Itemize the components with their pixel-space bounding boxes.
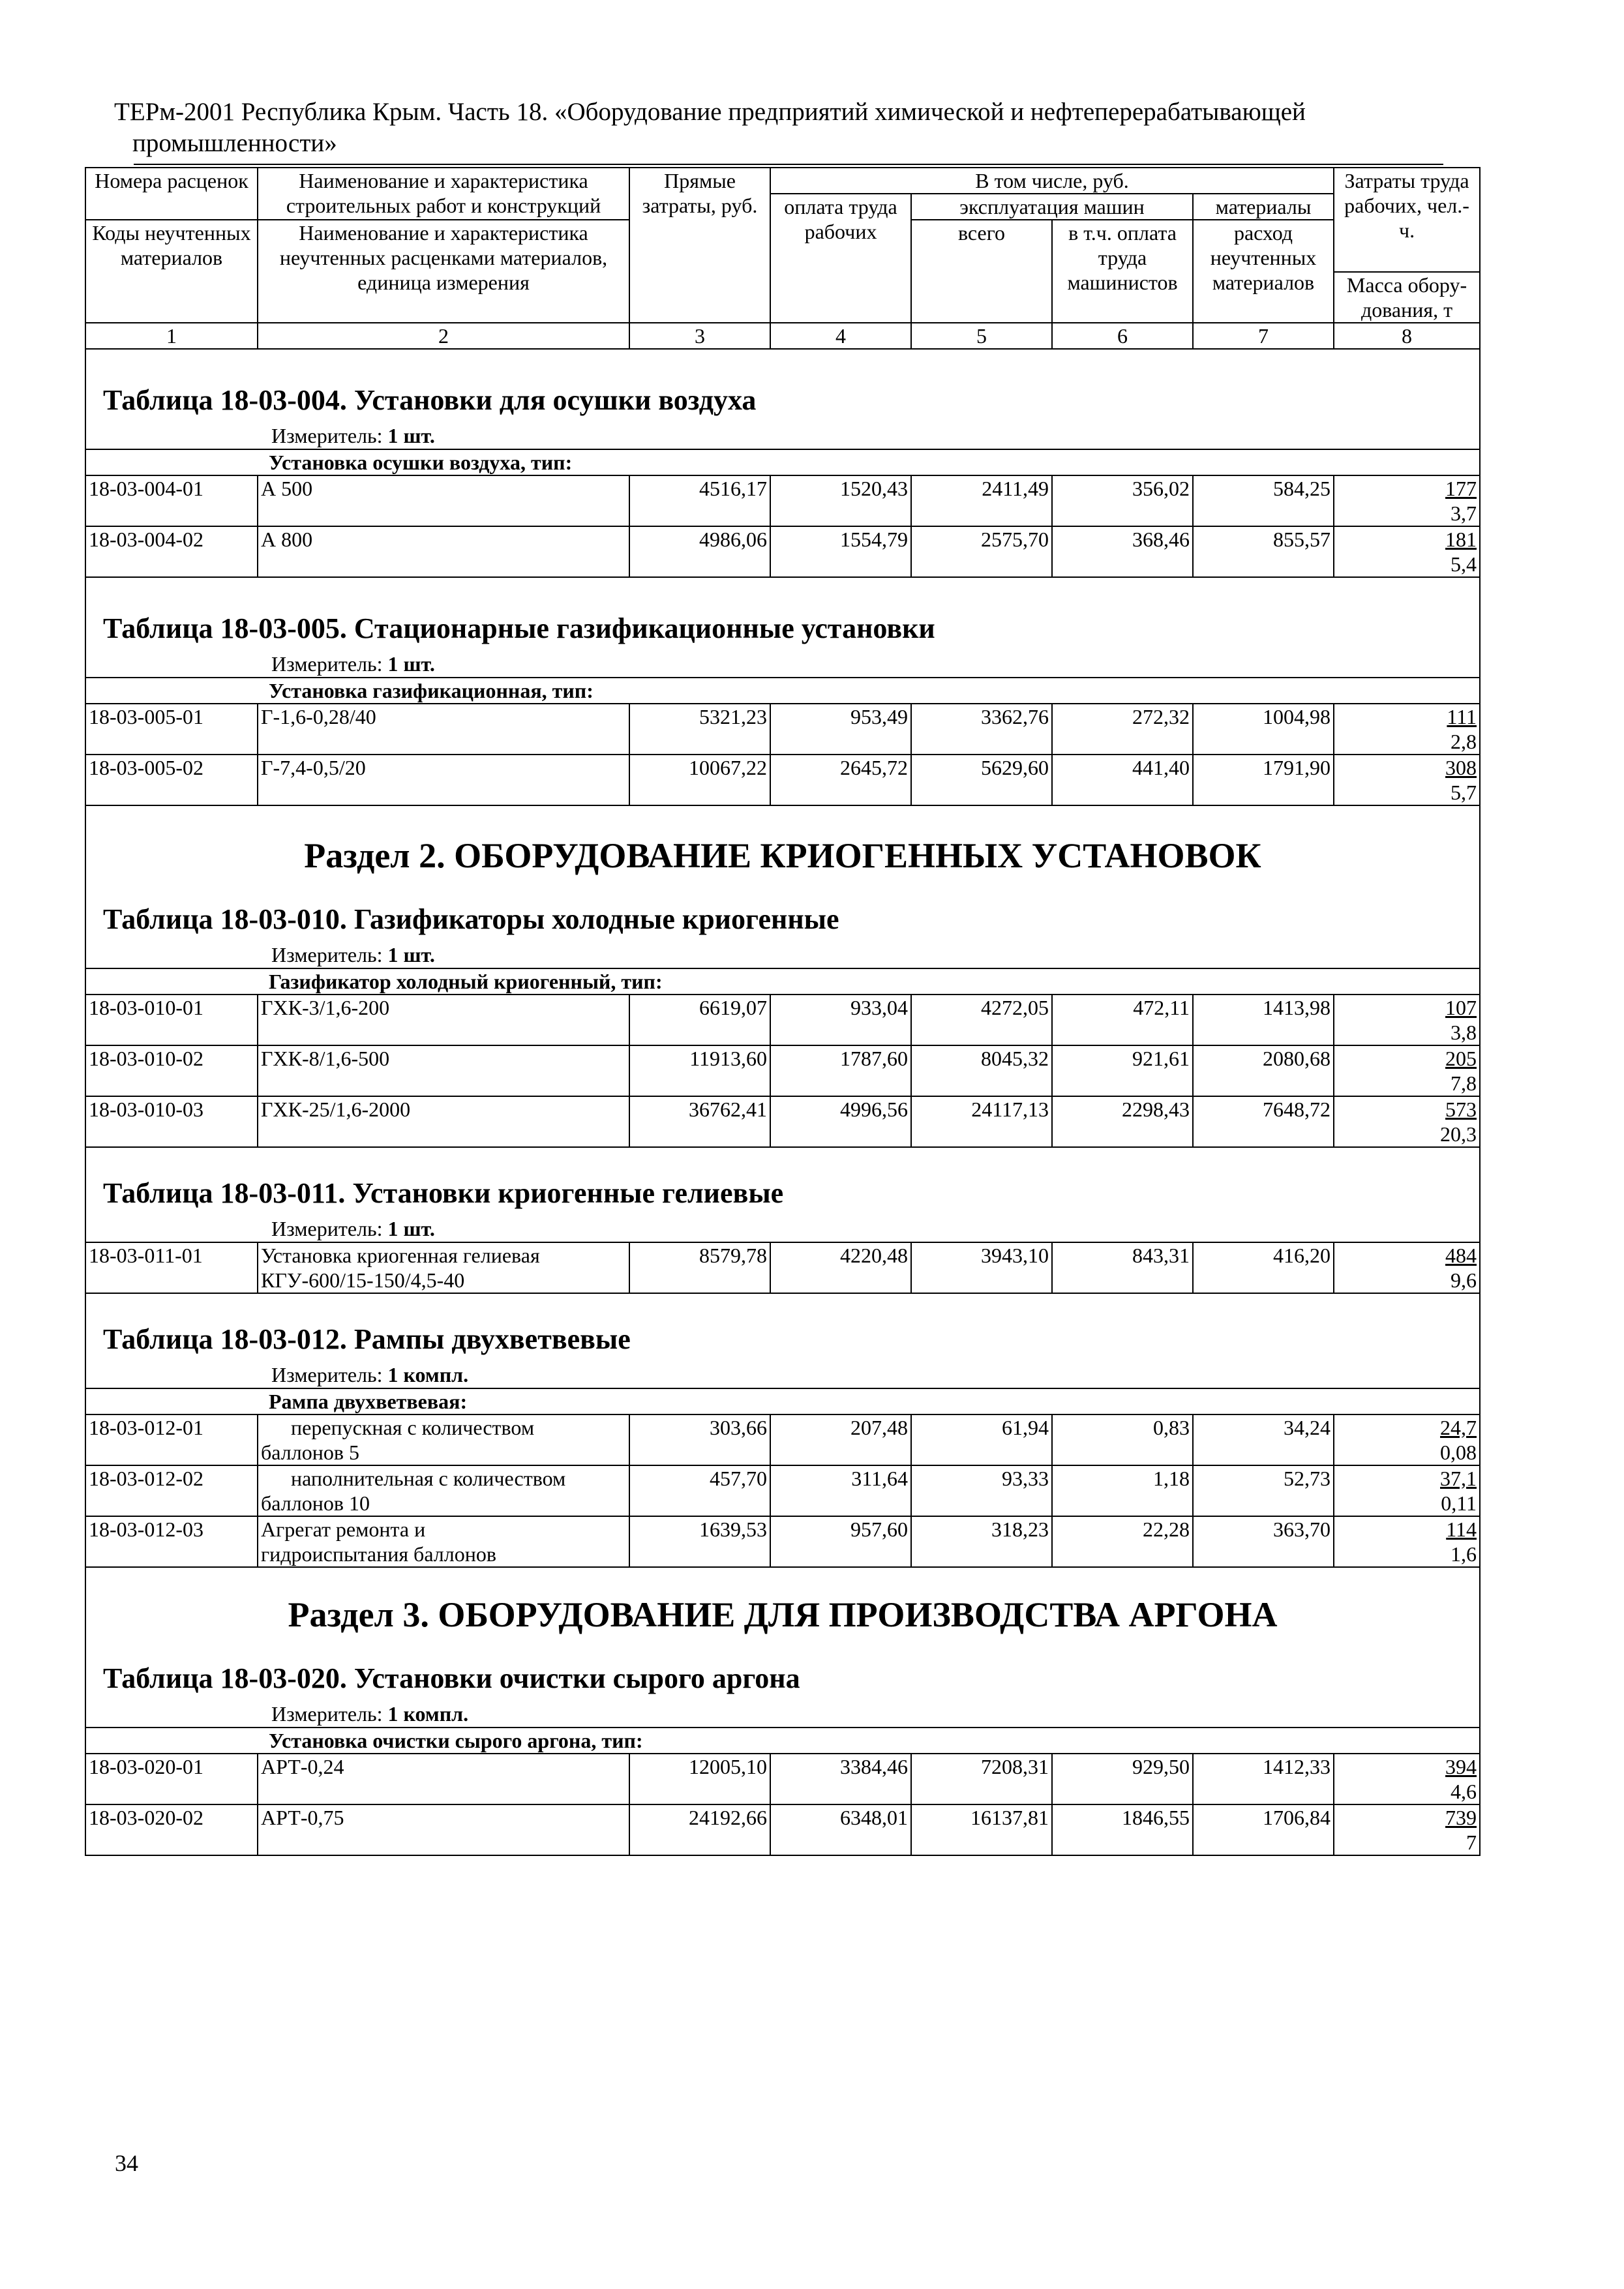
measure-unit xyxy=(89,1362,1477,1388)
row-name: ГХК-8/1,6-500 xyxy=(258,1045,629,1096)
table-title: Таблица 18-03-005. Стационарные газификационные установки xyxy=(103,612,935,644)
incl-header: В том числе, руб. xyxy=(770,168,1334,194)
row-mass: 2,8 xyxy=(1451,730,1477,753)
row-name-line-1: Установка криогенная гелиевая xyxy=(261,1244,540,1267)
row-code: 18-03-012-01 xyxy=(85,1414,258,1465)
row-operators: 356,02 xyxy=(1052,475,1193,526)
row-materials: 584,25 xyxy=(1193,475,1334,526)
row-name xyxy=(258,1414,629,1465)
row-mass: 7,8 xyxy=(1451,1071,1477,1095)
row-name: АРТ-0,75 xyxy=(258,1804,629,1855)
row-hours-mass xyxy=(1334,704,1480,755)
row-direct: 457,70 xyxy=(629,1465,770,1516)
table-row xyxy=(85,1045,1480,1096)
row-hours-mass xyxy=(1334,1242,1480,1293)
column-number: 4 xyxy=(770,323,911,349)
row-direct: 4516,17 xyxy=(629,475,770,526)
header-rule xyxy=(134,164,1443,165)
row-labor: 4996,56 xyxy=(770,1096,911,1147)
measure-unit xyxy=(89,651,1477,677)
col3-header: Прямые затраты, руб. xyxy=(629,168,770,323)
row-materials: 1412,33 xyxy=(1193,1754,1334,1804)
row-mass: 4,6 xyxy=(1451,1780,1477,1803)
row-machines: 16137,81 xyxy=(911,1804,1052,1855)
row-direct: 12005,10 xyxy=(629,1754,770,1804)
table-row xyxy=(85,526,1480,577)
measure-unit xyxy=(89,1216,1477,1242)
row-hours-mass xyxy=(1334,1754,1480,1804)
row-labor: 3384,46 xyxy=(770,1754,911,1804)
column-number-row xyxy=(85,323,1480,349)
table-row xyxy=(85,1242,1480,1293)
row-direct: 1639,53 xyxy=(629,1516,770,1567)
row-direct: 6619,07 xyxy=(629,995,770,1045)
table-title: Таблица 18-03-010. Газификаторы холодные криогенные xyxy=(103,903,839,935)
row-materials: 2080,68 xyxy=(1193,1045,1334,1096)
col5-header: всего xyxy=(911,220,1052,323)
row-hours-mass xyxy=(1334,1045,1480,1096)
row-operators: 921,61 xyxy=(1052,1045,1193,1096)
row-direct: 10067,22 xyxy=(629,755,770,805)
measure-label: Измеритель: xyxy=(271,1363,383,1386)
row-mass: 9,6 xyxy=(1451,1268,1477,1292)
row-code: 18-03-011-01 xyxy=(85,1242,258,1293)
table-row xyxy=(85,1516,1480,1567)
column-number: 2 xyxy=(258,323,629,349)
row-labor: 953,49 xyxy=(770,704,911,755)
row-operators: 0,83 xyxy=(1052,1414,1193,1465)
subheader: Газификатор холодный криогенный, тип: xyxy=(85,968,1480,995)
row-labor: 933,04 xyxy=(770,995,911,1045)
measure-value: 1 шт. xyxy=(387,424,435,447)
row-name xyxy=(258,1242,629,1293)
row-labor: 957,60 xyxy=(770,1516,911,1567)
row-operators: 843,31 xyxy=(1052,1242,1193,1293)
col8-header-top: Затраты труда рабочих, чел.-ч. xyxy=(1334,168,1480,272)
subheader: Рампа двухветвевая: xyxy=(85,1388,1480,1414)
page-number: 34 xyxy=(115,2150,138,2176)
measure-value: 1 компл. xyxy=(387,1363,469,1386)
row-materials: 7648,72 xyxy=(1193,1096,1334,1147)
col8-header-bottom: Масса обору-дования, т xyxy=(1334,272,1480,323)
column-number: 8 xyxy=(1334,323,1480,349)
row-operators: 472,11 xyxy=(1052,995,1193,1045)
row-code: 18-03-004-01 xyxy=(85,475,258,526)
row-hours-mass xyxy=(1334,1096,1480,1147)
column-number: 5 xyxy=(911,323,1052,349)
row-code: 18-03-020-02 xyxy=(85,1804,258,1855)
section-title: Раздел 3. ОБОРУДОВАНИЕ ДЛЯ ПРОИЗВОДСТВА АРГОНА xyxy=(288,1595,1278,1634)
row-machines: 93,33 xyxy=(911,1465,1052,1516)
measure-label: Измеритель: xyxy=(271,652,383,676)
row-hours: 111 xyxy=(1447,705,1477,728)
measure-label: Измеритель: xyxy=(271,943,383,966)
col1-header-top: Номера расценок xyxy=(85,168,258,220)
row-hours: 181 xyxy=(1445,528,1477,551)
measure-unit xyxy=(89,1701,1477,1727)
row-labor: 6348,01 xyxy=(770,1804,911,1855)
row-machines: 3943,10 xyxy=(911,1242,1052,1293)
row-name-line-1: наполнительная с количеством xyxy=(291,1467,566,1490)
row-operators: 368,46 xyxy=(1052,526,1193,577)
row-code: 18-03-005-01 xyxy=(85,704,258,755)
col7-header: расход неучтенных материалов xyxy=(1193,220,1334,323)
row-code: 18-03-020-01 xyxy=(85,1754,258,1804)
row-materials: 363,70 xyxy=(1193,1516,1334,1567)
table-row xyxy=(85,1414,1480,1465)
row-labor: 207,48 xyxy=(770,1414,911,1465)
row-materials: 1004,98 xyxy=(1193,704,1334,755)
row-name-line-2: гидроиспытания баллонов xyxy=(261,1542,496,1566)
row-machines: 4272,05 xyxy=(911,995,1052,1045)
row-name: ГХК-25/1,6-2000 xyxy=(258,1096,629,1147)
row-materials: 34,24 xyxy=(1193,1414,1334,1465)
row-code: 18-03-005-02 xyxy=(85,755,258,805)
row-code: 18-03-010-02 xyxy=(85,1045,258,1096)
row-machines: 2575,70 xyxy=(911,526,1052,577)
row-hours: 107 xyxy=(1445,996,1477,1019)
row-name-line-1: Агрегат ремонта и xyxy=(261,1518,426,1541)
col4-header: оплата труда рабочих xyxy=(770,194,911,323)
row-machines: 5629,60 xyxy=(911,755,1052,805)
row-labor: 311,64 xyxy=(770,1465,911,1516)
row-name xyxy=(258,1465,629,1516)
running-header-line-1: ТЕРм-2001 Республика Крым. Часть 18. «Оборудование предприятий химической и нефтеперерабатывающей xyxy=(114,98,1306,126)
row-hours-mass xyxy=(1334,1414,1480,1465)
running-header-line-2: промышленности» xyxy=(132,129,337,157)
row-name: А 800 xyxy=(258,526,629,577)
materials-header: материалы xyxy=(1193,194,1334,220)
table-row xyxy=(85,995,1480,1045)
row-name: ГХК-3/1,6-200 xyxy=(258,995,629,1045)
row-operators: 1846,55 xyxy=(1052,1804,1193,1855)
row-mass: 0,11 xyxy=(1441,1491,1477,1515)
row-direct: 8579,78 xyxy=(629,1242,770,1293)
row-hours: 177 xyxy=(1445,477,1477,500)
row-machines: 24117,13 xyxy=(911,1096,1052,1147)
measure-value: 1 шт. xyxy=(387,652,435,676)
row-operators: 2298,43 xyxy=(1052,1096,1193,1147)
row-machines: 3362,76 xyxy=(911,704,1052,755)
row-mass: 3,8 xyxy=(1451,1021,1477,1044)
row-name xyxy=(258,1516,629,1567)
price-table xyxy=(85,167,1481,1856)
row-hours-mass xyxy=(1334,1516,1480,1567)
row-code: 18-03-012-03 xyxy=(85,1516,258,1567)
row-machines: 2411,49 xyxy=(911,475,1052,526)
row-operators: 441,40 xyxy=(1052,755,1193,805)
row-hours: 573 xyxy=(1445,1098,1477,1121)
row-hours-mass xyxy=(1334,1465,1480,1516)
row-name: А 500 xyxy=(258,475,629,526)
row-operators: 1,18 xyxy=(1052,1465,1193,1516)
row-labor: 1787,60 xyxy=(770,1045,911,1096)
table-row xyxy=(85,1465,1480,1516)
row-operators: 272,32 xyxy=(1052,704,1193,755)
row-hours: 739 xyxy=(1445,1806,1477,1829)
row-mass: 0,08 xyxy=(1440,1441,1477,1464)
table-row xyxy=(85,1096,1480,1147)
measure-value: 1 шт. xyxy=(387,1217,435,1240)
row-mass: 5,4 xyxy=(1451,552,1477,576)
column-number: 3 xyxy=(629,323,770,349)
measure-value: 1 компл. xyxy=(387,1702,469,1726)
row-materials: 1706,84 xyxy=(1193,1804,1334,1855)
running-header xyxy=(114,97,1445,159)
table-row xyxy=(85,755,1480,805)
table-title: Таблица 18-03-004. Установки для осушки воздуха xyxy=(103,384,757,416)
row-direct: 11913,60 xyxy=(629,1045,770,1096)
row-materials: 1791,90 xyxy=(1193,755,1334,805)
measure-value: 1 шт. xyxy=(387,943,435,966)
row-name-line-2: КГУ-600/15-150/4,5-40 xyxy=(261,1268,465,1292)
table-row xyxy=(85,475,1480,526)
table-title: Таблица 18-03-020. Установки очистки сырого аргона xyxy=(103,1662,800,1694)
row-machines: 8045,32 xyxy=(911,1045,1052,1096)
row-hours: 308 xyxy=(1445,756,1477,779)
row-materials: 416,20 xyxy=(1193,1242,1334,1293)
subheader: Установка газификационная, тип: xyxy=(85,678,1480,704)
subheader: Установка осушки воздуха, тип: xyxy=(85,449,1480,475)
row-hours: 205 xyxy=(1445,1047,1477,1070)
row-hours-mass xyxy=(1334,1804,1480,1855)
row-mass: 7 xyxy=(1466,1831,1477,1854)
row-name: Г-7,4-0,5/20 xyxy=(258,755,629,805)
row-labor: 1520,43 xyxy=(770,475,911,526)
row-name: Г-1,6-0,28/40 xyxy=(258,704,629,755)
table-title: Таблица 18-03-012. Рампы двухветвевые xyxy=(103,1323,631,1355)
row-mass: 5,7 xyxy=(1451,781,1477,804)
col6-header: в т.ч. оплата труда машинистов xyxy=(1052,220,1193,323)
row-direct: 5321,23 xyxy=(629,704,770,755)
measure-label: Измеритель: xyxy=(271,424,383,447)
row-operators: 929,50 xyxy=(1052,1754,1193,1804)
row-hours: 394 xyxy=(1445,1755,1477,1778)
row-mass: 20,3 xyxy=(1440,1122,1477,1146)
row-hours-mass xyxy=(1334,475,1480,526)
row-hours: 24,7 xyxy=(1440,1416,1477,1439)
subheader: Установка очистки сырого аргона, тип: xyxy=(85,1728,1480,1754)
row-code: 18-03-004-02 xyxy=(85,526,258,577)
row-labor: 1554,79 xyxy=(770,526,911,577)
row-hours-mass xyxy=(1334,755,1480,805)
row-code: 18-03-010-01 xyxy=(85,995,258,1045)
column-number: 7 xyxy=(1193,323,1334,349)
row-mass: 3,7 xyxy=(1451,501,1477,525)
row-machines: 61,94 xyxy=(911,1414,1052,1465)
row-name-line-2: баллонов 10 xyxy=(261,1491,370,1515)
row-name-line-1: перепускная с количеством xyxy=(291,1416,535,1439)
row-name-line-2: баллонов 5 xyxy=(261,1441,359,1464)
measure-label: Измеритель: xyxy=(271,1217,383,1240)
row-code: 18-03-010-03 xyxy=(85,1096,258,1147)
table-row xyxy=(85,1804,1480,1855)
row-direct: 4986,06 xyxy=(629,526,770,577)
row-hours: 114 xyxy=(1446,1518,1477,1541)
row-direct: 303,66 xyxy=(629,1414,770,1465)
row-labor: 4220,48 xyxy=(770,1242,911,1293)
exploit-header: эксплуатация машин xyxy=(911,194,1193,220)
row-machines: 7208,31 xyxy=(911,1754,1052,1804)
measure-unit xyxy=(89,423,1477,449)
row-hours: 37,1 xyxy=(1440,1467,1477,1490)
column-number: 6 xyxy=(1052,323,1193,349)
row-operators: 22,28 xyxy=(1052,1516,1193,1567)
column-number: 1 xyxy=(85,323,258,349)
col1-header-bottom: Коды неучтенных материалов xyxy=(85,220,258,323)
row-hours-mass xyxy=(1334,995,1480,1045)
section-title: Раздел 2. ОБОРУДОВАНИЕ КРИОГЕННЫХ УСТАНОВОК xyxy=(304,836,1261,875)
measure-unit xyxy=(89,942,1477,968)
row-name: АРТ-0,24 xyxy=(258,1754,629,1804)
row-materials: 1413,98 xyxy=(1193,995,1334,1045)
row-mass: 1,6 xyxy=(1451,1542,1477,1566)
row-code: 18-03-012-02 xyxy=(85,1465,258,1516)
row-hours: 484 xyxy=(1445,1244,1477,1267)
col2-header-bottom: Наименование и характеристика неучтенных расценками материалов, единица измерения xyxy=(258,220,629,323)
table-row xyxy=(85,704,1480,755)
row-direct: 24192,66 xyxy=(629,1804,770,1855)
col2-header-top: Наименование и характеристика строительных работ и конструкций xyxy=(258,168,629,220)
row-machines: 318,23 xyxy=(911,1516,1052,1567)
table-row xyxy=(85,1754,1480,1804)
table-title: Таблица 18-03-011. Установки криогенные гелиевые xyxy=(103,1177,784,1209)
row-materials: 855,57 xyxy=(1193,526,1334,577)
row-materials: 52,73 xyxy=(1193,1465,1334,1516)
row-labor: 2645,72 xyxy=(770,755,911,805)
price-table-sheet xyxy=(85,167,1479,1856)
measure-label: Измеритель: xyxy=(271,1702,383,1726)
row-hours-mass xyxy=(1334,526,1480,577)
row-direct: 36762,41 xyxy=(629,1096,770,1147)
